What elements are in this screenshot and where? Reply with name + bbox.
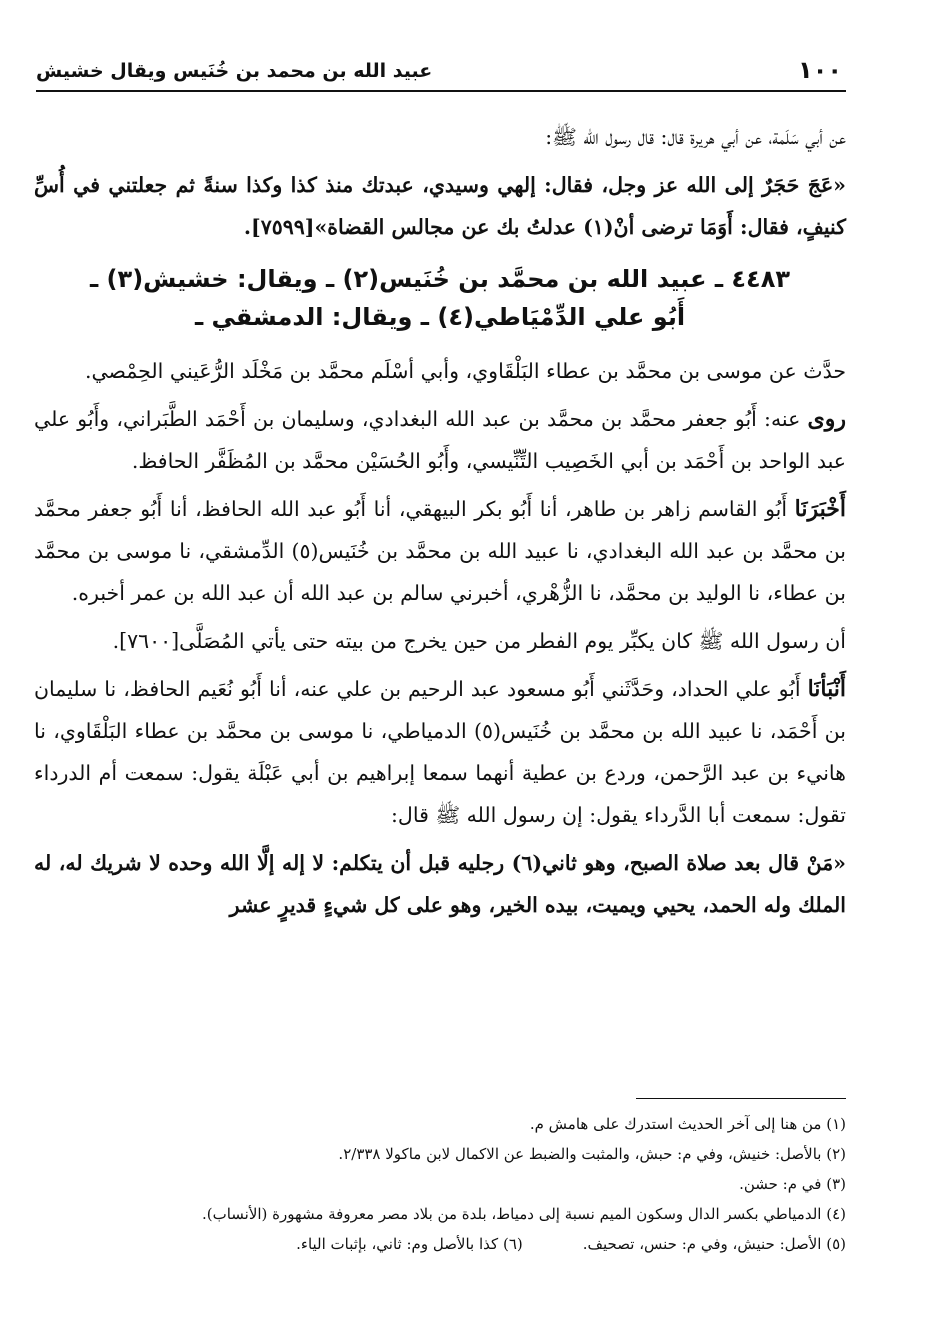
main-text xyxy=(34,116,846,932)
footnotes xyxy=(34,1098,846,1259)
lead-word-akhbarana: أَخْبَرَنَا xyxy=(794,496,846,522)
entry-heading-line-1: ٤٤٨٣ ـ عبيد الله بن محمَّد بن خُنَيس(٢) ـ ويقال: خشيش(٣) ـ xyxy=(90,265,790,293)
paragraph-matn-1: أن رسول الله ﷺ كان يكبِّر يوم الفطر من حين يخرج من بيته حتى يأتي المُصَلَّى[٧٦٠٠]. xyxy=(112,629,846,653)
footnote-4: (٤) الدمياطي بكسر الدال وسكون الميم نسبة إلى دمياط، بلدة من بلاد مصر معروفة مشهورة (الأنساب). xyxy=(201,1205,846,1223)
paragraph-isnad-1 xyxy=(34,488,846,614)
lead-word-anbaana: أَنْبَأنَا xyxy=(807,676,846,702)
lead-word-rawa: روى xyxy=(807,406,846,432)
page-header xyxy=(36,50,846,92)
footnote-2: (٢) بالأصل: خنيش، وفي م: حبش، والمثبت والضبط عن الاكمال لابن ماكولا ٢/٣٣٨. xyxy=(338,1145,846,1163)
footnote-1: (١) من هنا إلى آخر الحديث استدرك على هامش م. xyxy=(529,1115,846,1133)
footnote-3: (٣) في م: حشن. xyxy=(739,1175,846,1193)
paragraph-narrators xyxy=(34,398,846,482)
footnote-6: (٦) كذا بالأصل وم: ثاني، بإثبات الياء. xyxy=(296,1235,523,1253)
entry-heading xyxy=(34,260,846,336)
paragraph-isnad-2 xyxy=(34,668,846,836)
page-number: ١٠٠ xyxy=(798,56,842,84)
running-title: عبيد الله بن محمد بن خُنَيس ويقال خشيش xyxy=(36,60,433,82)
paragraph-narrators-text: عنه: أَبُو جعفر محمَّد بن محمَّد بن عبد الله البغدادي، وسليمان بن أَحْمَد الطَّبَراني، وأَبُو علي عبد الواحد بن أَحْمَد بن أبي الخَصِيب التِّنِّيسي، وأَبُو الحُسَيْن محمَّد بن المُظَفَّر الحافظ. xyxy=(34,407,846,473)
entry-heading-line-2: أَبُو علي الدِّمْيَاطي(٤) ـ ويقال: الدمشقي ـ xyxy=(194,303,686,331)
footnote-divider xyxy=(636,1098,846,1099)
paragraph-narrated-from: حدَّث عن موسى بن محمَّد بن عطاء البَلْقَاوي، وأبي أسْلَم محمَّد بن مَخْلَد الرُّعَيني الحِمْصي. xyxy=(84,359,846,383)
footnote-row-5-6 xyxy=(34,1229,846,1259)
hadith-text-1: «عَجَ حَجَرٌ إلى الله عز وجل، فقال: إلهي وسيدي، عبدتك منذ كذا وكذا سنةً ثم جعلتني في أُسِّ كنيفٍ، فقال: أَوَمَا ترضى أنْ(١) عدلتُ بك عن مجالس القضاة»[٧٥٩٩]. xyxy=(34,173,846,239)
footnote-5: (٥) الأصل: حنيش، وفي م: حنس، تصحيف. xyxy=(582,1235,846,1253)
paragraph-1: عن أبي سَلَمة، عن أبي هريرة قال: قال رسول الله ﷺ: xyxy=(545,125,846,149)
hadith-text-2: «مَنْ قال بعد صلاة الصبح، وهو ثاني(٦) رجليه قبل أن يتكلم: لا إله إلَّا الله وحده لا شريك له، له الملك وله الحمد، يحيي ويميت، بيده الخير، وهو على كل شيءٍ قديرٍ عشر xyxy=(34,851,846,917)
paragraph-isnad-1-text: أَبُو القاسم زاهر بن طاهر، أنا أَبُو بكر البيهقي، أنا أَبُو عبد الله الحافظ، أنا أَبُو جعفر محمَّد بن محمَّد بن عبد الله البغدادي، نا عبيد الله بن محمَّد بن خُنَيس(٥) الدِّمشقي، نا موسى بن محمَّد بن عطاء، نا الوليد بن محمَّد، نا الزُّهْري، أخبرني سالم بن عبد الله أن عبد الله بن عمر أخبره. xyxy=(34,497,847,605)
paragraph-isnad-2-text: أَبُو علي الحداد، وحَدَّثَني أَبُو مسعود عبد الرحيم بن علي عنه، أنا أَبُو نُعَيم الحافظ، نا سليمان بن أَحْمَد، نا عبيد الله بن محمَّد بن خُنَيس(٥) الدمياطي، نا موسى بن محمَّد بن عطاء البَلْقَاوي، نا هانيء بن عبد الرَّحمن، وردع بن عطية أنهما سمعا إبراهيم بن أبي عَبْلَة يقول: سمعت أم الدرداء تقول: سمعت أبا الدَّرداء يقول: إن رسول الله ﷺ قال: xyxy=(34,677,846,827)
